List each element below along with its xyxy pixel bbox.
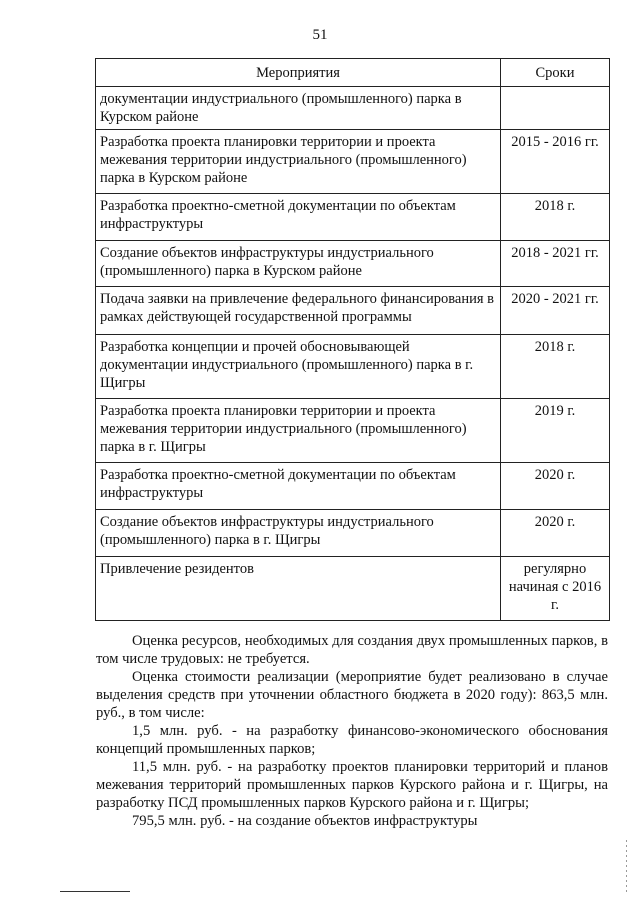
term-cell: 2018 г. <box>501 335 610 399</box>
table-row <box>96 241 610 287</box>
activity-cell: Привлечение резидентов <box>96 557 501 621</box>
header-activities: Мероприятия <box>96 59 501 87</box>
term-cell: регулярно начиная с 2016 г. <box>501 557 610 621</box>
scan-mark <box>626 840 627 895</box>
header-terms: Сроки <box>501 59 610 87</box>
term-cell: 2018 г. <box>501 194 610 241</box>
paragraph-item-1: 1,5 млн. руб. - на разработку финансово-экономического обоснования концепций промышленных парков; <box>96 723 608 757</box>
paragraph-item-3: 795,5 млн. руб. - на создание объектов инфраструктуры <box>132 813 478 829</box>
measures-table <box>95 58 610 621</box>
table-row <box>96 463 610 510</box>
page-number: 51 <box>312 27 328 43</box>
term-cell <box>501 87 610 130</box>
term-cell: 2015 - 2016 гг. <box>501 130 610 194</box>
table-row <box>96 510 610 557</box>
activity-cell: документации индустриального (промышленного) парка в Курском районе <box>96 87 501 130</box>
table-row <box>96 557 610 621</box>
footer-rule <box>60 891 130 892</box>
activity-cell: Создание объектов инфраструктуры индустриального (промышленного) парка в г. Щигры <box>96 510 501 557</box>
paragraph-item-2: 11,5 млн. руб. - на разработку проектов планировки территорий и планов межевания территорий промышленных парков Курского района и г. Щигры, на разработку ПСД промышленных парков Курского района и г. Щигры; <box>96 759 608 811</box>
activity-cell: Разработка проекта планировки территории и проекта межевания территории индустриального (промышленного) парка в г. Щигры <box>96 399 501 463</box>
table-row <box>96 335 610 399</box>
activity-cell: Разработка проектно-сметной документации по объектам инфраструктуры <box>96 463 501 510</box>
activity-cell: Разработка концепции и прочей обосновывающей документации индустриального (промышленного) парка в г. Щигры <box>96 335 501 399</box>
term-cell: 2018 - 2021 гг. <box>501 241 610 287</box>
paragraph-resources: Оценка ресурсов, необходимых для создания двух промышленных парков, в том числе трудовых: не требуется. <box>96 633 608 667</box>
activity-cell: Подача заявки на привлечение федерального финансирования в рамках действующей государственной программы <box>96 287 501 335</box>
paragraph-cost: Оценка стоимости реализации (мероприятие будет реализовано в случае выделения средств при уточнении областного бюджета в 2020 году): 863,5 млн. руб., в том числе: <box>96 669 608 721</box>
table-row <box>96 194 610 241</box>
term-cell: 2020 г. <box>501 510 610 557</box>
table-row <box>96 399 610 463</box>
term-cell: 2020 г. <box>501 463 610 510</box>
body-text <box>96 632 608 830</box>
activity-cell: Создание объектов инфраструктуры индустриального (промышленного) парка в Курском районе <box>96 241 501 287</box>
activity-cell: Разработка проекта планировки территории и проекта межевания территории индустриального (промышленного) парка в Курском районе <box>96 130 501 194</box>
activity-cell: Разработка проектно-сметной документации по объектам инфраструктуры <box>96 194 501 241</box>
table-header-row <box>96 59 610 87</box>
term-cell: 2019 г. <box>501 399 610 463</box>
table-row <box>96 130 610 194</box>
table-row <box>96 287 610 335</box>
term-cell: 2020 - 2021 гг. <box>501 287 610 335</box>
table-row <box>96 87 610 130</box>
